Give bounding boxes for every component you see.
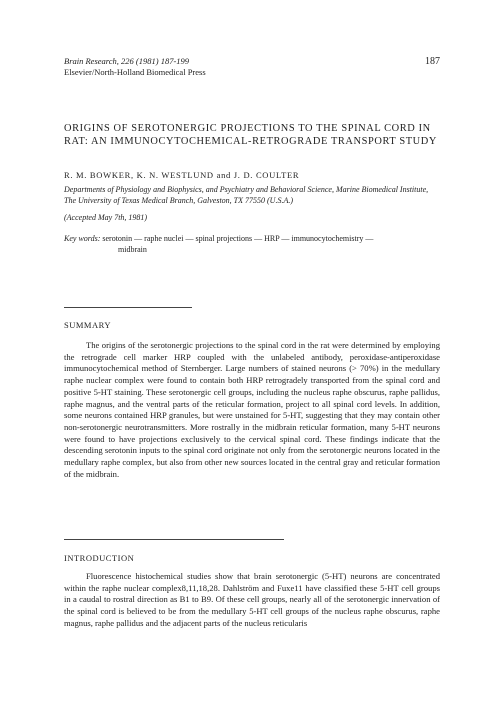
introduction-paragraph: Fluorescence histochemical studies show that brain serotonergic (5-HT) neurons are concentrated within the raphe nuclear complex8,11,18,28. Dahlström and Fuxe11 have classified these 5-HT cell groups in a caudal to rostral direction as B1 to B9. Of these cell groups, nearly all of the serotonergic innervation of the spinal cord is believed to be from the medullary 5-HT cell groups of the nucleus raphe obscurus, raphe magnus, raphe pallidus and the adjacent parts of the nucleus reticularis — [64, 571, 440, 628]
summary-paragraph: The origins of the serotonergic projections to the spinal cord in the rat were determined by employing the retrograde cell marker HRP coupled with the unlabeled antibody, peroxidase-antiperoxidase immunocytochemical method of Sternberger. Large numbers of stained neurons (> 70%) in the medullary raphe nuclear complex were found to contain both HRP retrogradely transported from the spinal cord and positive 5-HT staining. These serotonergic cell groups, including the nucleus raphe obscurus, raphe pallidus, raphe magnus, and the ventral parts of the reticular formation, project to all spinal cord levels. In addition, some neurons contained HRP granules, but were unstained for 5-HT, suggesting that they may contain other non-serotonergic neurotransmitters. More rostrally in the midbrain reticular formation, many 5-HT neurons were found to have projections exclusively to the cervical spinal cord. These findings indicate that the descending serotonin inputs to the spinal cord originate not only from the serotonergic neurons located in the medullary raphe complex, but also from other new sources located in the central gray and reticular formation of the midbrain. — [64, 340, 440, 479]
summary-heading: SUMMARY — [64, 320, 111, 330]
journal-header — [64, 56, 440, 78]
author-list: R. M. BOWKER, K. N. WESTLUND and J. D. COULTER — [64, 170, 300, 180]
introduction-heading: INTRODUCTION — [64, 553, 135, 563]
keywords-line-2: midbrain — [118, 245, 147, 254]
keywords-block — [64, 233, 440, 255]
summary-divider — [64, 539, 284, 540]
publisher-line: Elsevier/North-Holland Biomedical Press — [64, 67, 206, 77]
keywords-line-1: serotonin — raphe nuclei — spinal projections — HRP — immunocytochemistry — — [102, 234, 374, 243]
page-number: 187 — [425, 56, 440, 67]
author-affiliation: Departments of Physiology and Biophysics, and Psychiatry and Behavioral Science, Marine Biomedical Institute, The University of Texas Medical Branch, Galveston, TX 77550 (U.S.A.) — [64, 185, 429, 205]
keywords-label: Key words: — [64, 234, 101, 243]
journal-citation: Brain Research, 226 (1981) 187-199 — [64, 56, 190, 66]
front-matter-divider — [64, 307, 192, 308]
accepted-date: (Accepted May 7th, 1981) — [64, 213, 148, 222]
article-title: ORIGINS OF SEROTONERGIC PROJECTIONS TO THE SPINAL CORD IN RAT: AN IMMUNOCYTOCHEMICAL-RETROGRADE TRANSPORT STUDY — [64, 123, 437, 147]
